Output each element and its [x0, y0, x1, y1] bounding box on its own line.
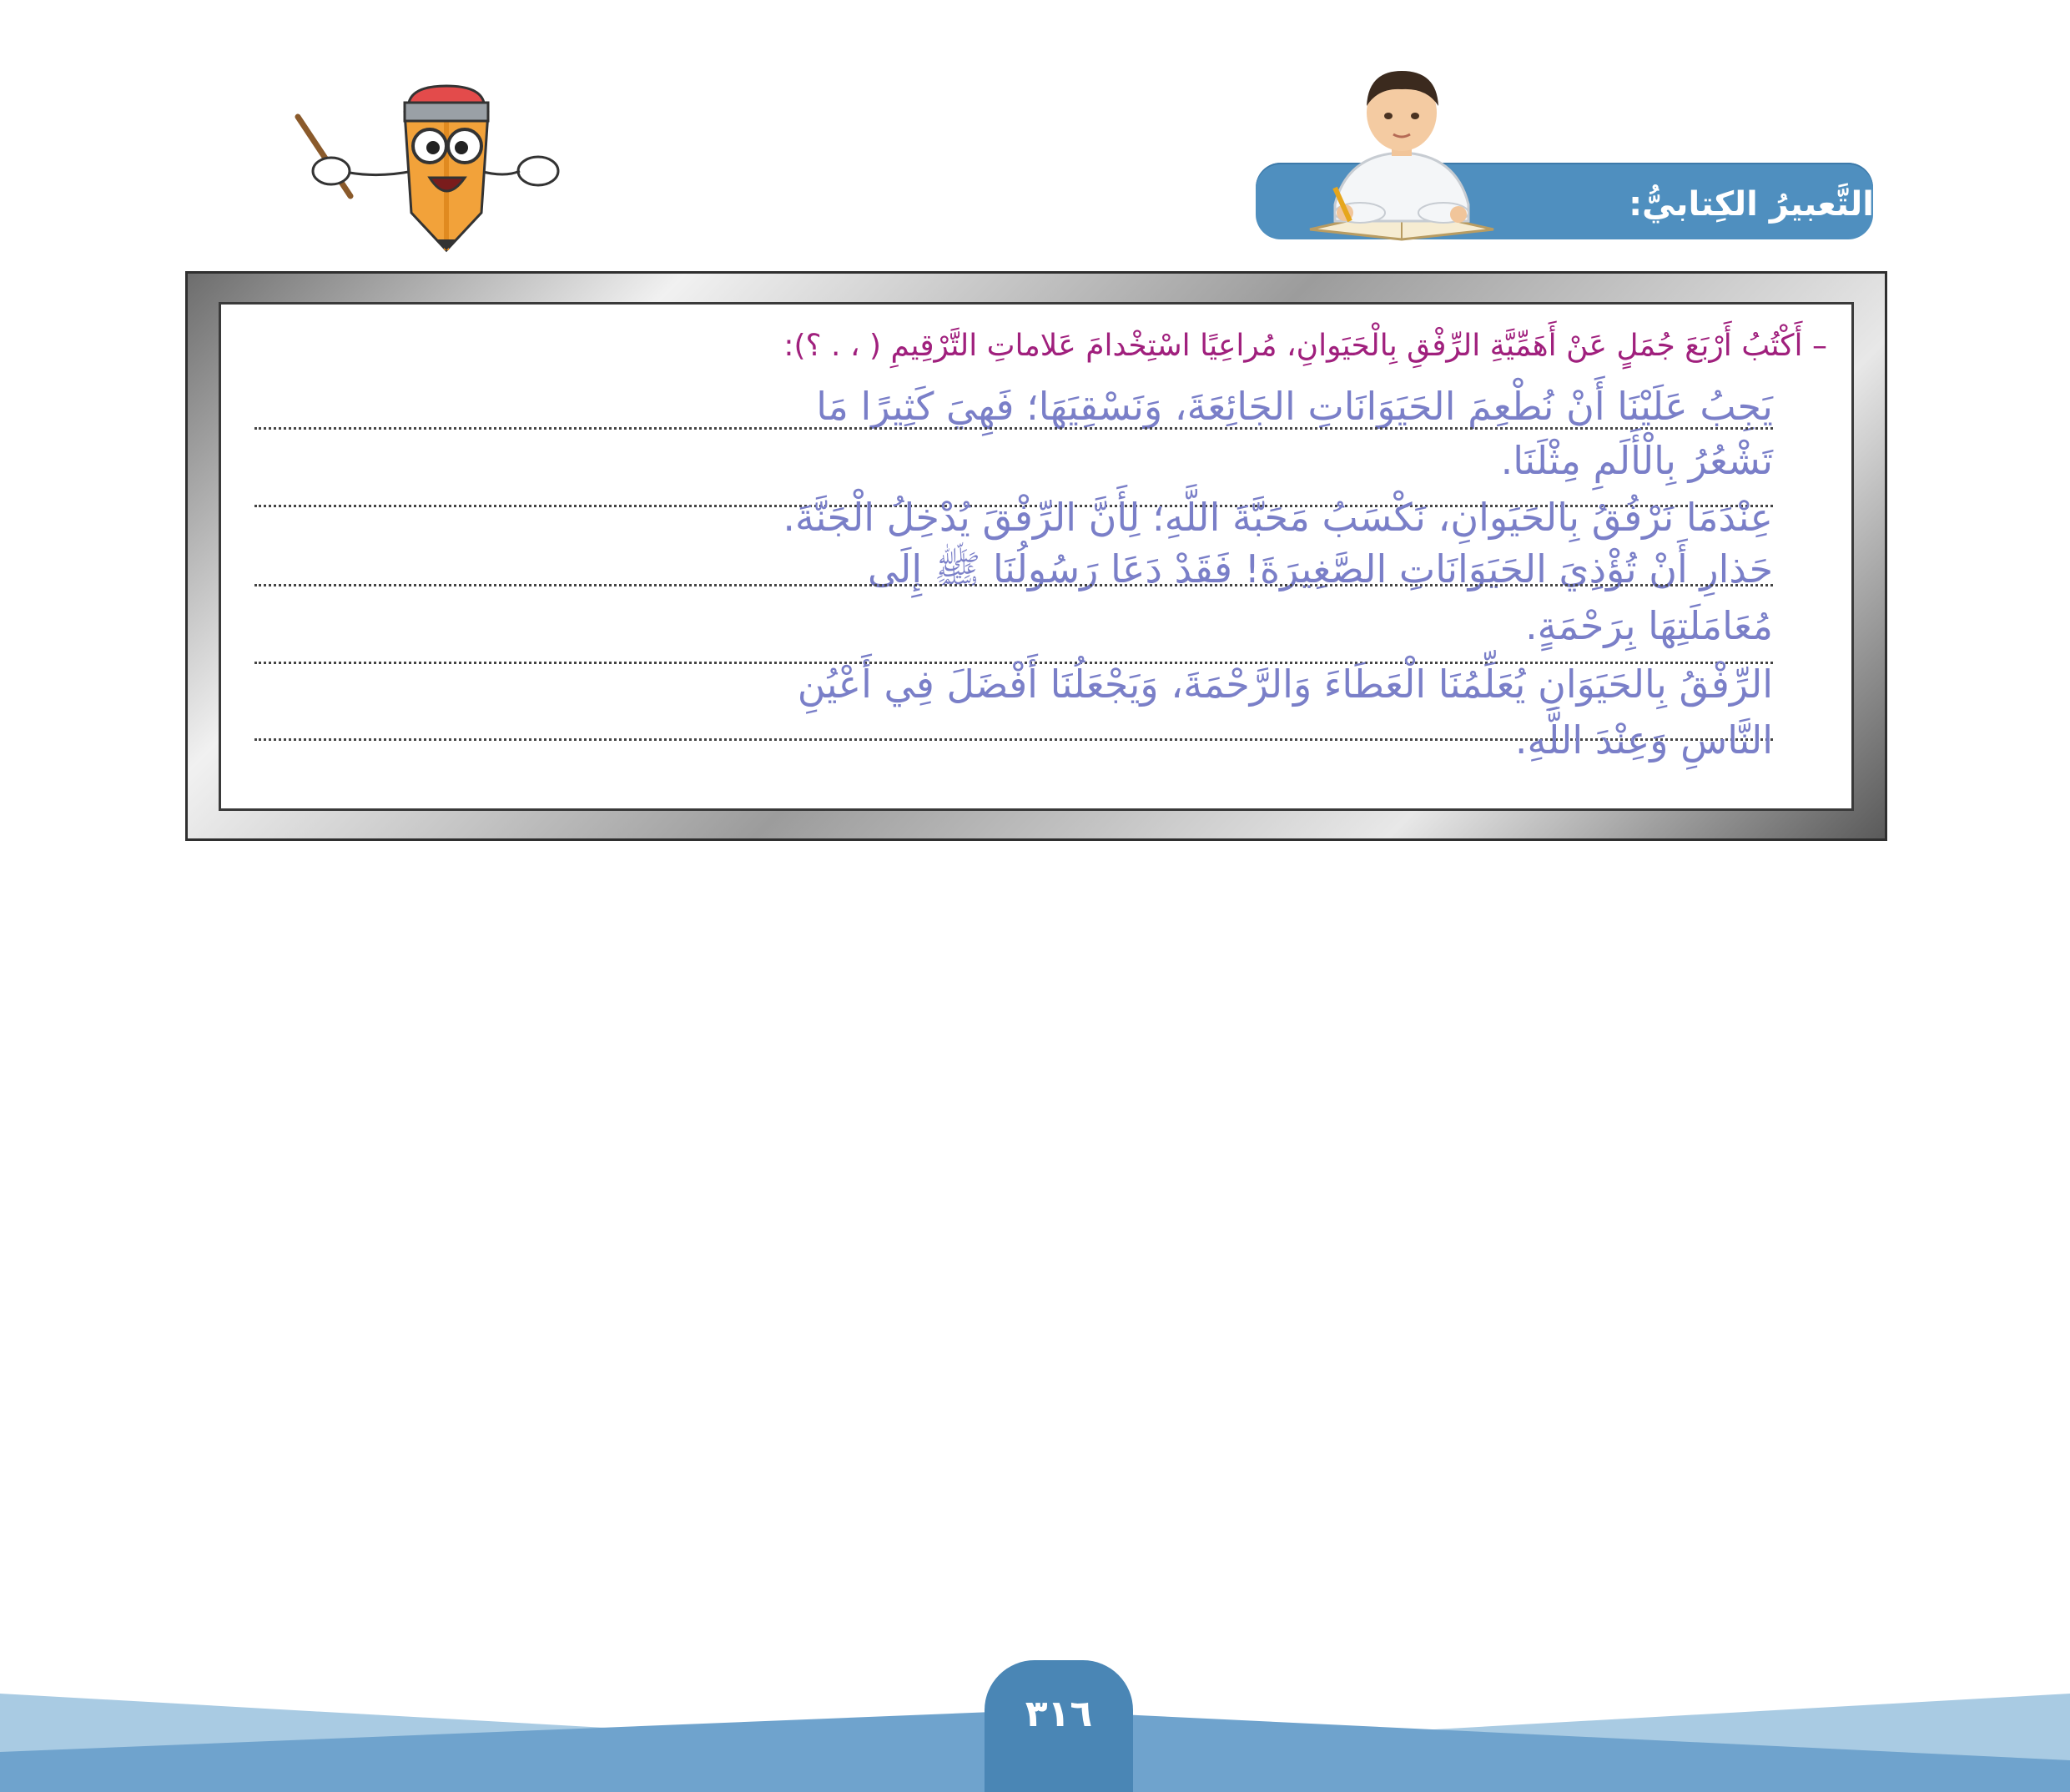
- answer-line-6: الرِّفْقُ بِالحَيَوَانِ يُعَلِّمُنَا الْعَطَاءَ وَالرَّحْمَةَ، وَيَجْعَلُنَا أَفْضَلَ فِي أَعْيُنِ: [797, 662, 1773, 707]
- dotted-guide-line: [254, 427, 1773, 430]
- answer-line-2: تَشْعُرُ بِالْأَلَمِ مِثْلَنَا.: [1500, 438, 1773, 483]
- dotted-guide-line: [254, 584, 1773, 586]
- answer-line-7: النَّاسِ وَعِنْدَ اللَّهِ.: [1514, 717, 1773, 763]
- answer-line-1: يَجِبُ عَلَيْنَا أَنْ نُطْعِمَ الحَيَوَانَاتِ الجَائِعَةَ، وَنَسْقِيَهَا؛ فَهِيَ كَثِيرًا مَا: [816, 384, 1773, 429]
- section-title: التَّعبيرُ الكِتابيُّ:: [1629, 185, 1874, 224]
- answer-line-4: حَذارِ أَنْ تُؤْذِيَ الحَيَوَانَاتِ الصَّغِيرَةَ! فَقَدْ دَعَا رَسُولُنَا ﷺ إِلَى: [868, 546, 1773, 591]
- exercise-instruction: – أَكْتُبُ أَرْبَعَ جُمَلٍ عَنْ أَهَمِّيَّةِ الرِّفْقِ بِالْحَيَوانِ، مُراعِيًا اسْتِخْدامَ عَلاماتِ التَّرْقِيمِ ( ، . ؟):: [783, 329, 1827, 363]
- pencil-mascot-icon: [288, 79, 572, 259]
- answer-line-3: عِنْدَمَا نَرْفُقُ بِالحَيَوانِ، نَكْسَبُ مَحَبَّةَ اللَّهِ؛ لِأَنَّ الرِّفْقَ يُدْخِلُ الْجَنَّةَ.: [783, 495, 1773, 540]
- answer-line-5: مُعَامَلَتِهَا بِرَحْمَةٍ.: [1525, 603, 1773, 648]
- page-number: ٣١٦: [1025, 1693, 1093, 1735]
